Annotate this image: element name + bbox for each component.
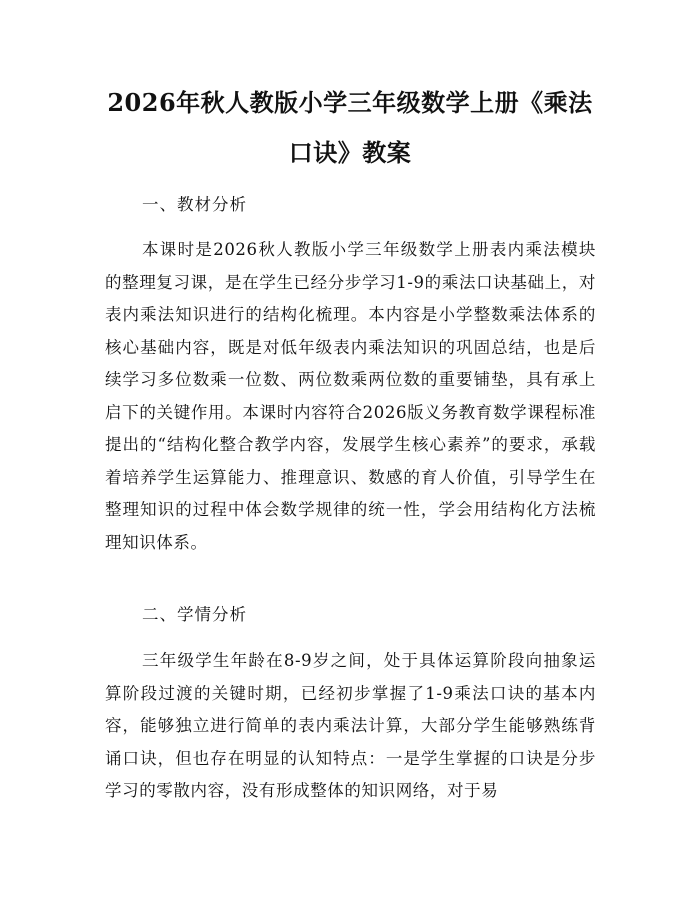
section-heading-student-analysis: 二、学情分析 <box>142 605 247 624</box>
section-paragraph-textbook-analysis: 本课时是2026秋人教版小学三年级数学上册表内乘法模块的整理复习课，是在学生已经分步学习1-9的乘法口诀基础上，对表内乘法知识进行的结构化梳理。本内容是小学整数乘法体系的核心基础内容，既是对低年级表内乘法知识的巩固总结，也是后续学习多位数乘一位数、两位数乘两位数的重要铺垫，具有承上启下的关键作用。本课时内容符合2026版义务教育数学课程标准提出的“结构化整合教学内容，发展学生核心素养”的要求，承载着培养学生运算能力、推理意识、数感的育人价值，引导学生在整理知识的过程中体会数学规律的统一性，学会用结构化方法梳理知识体系。 <box>105 240 596 552</box>
section-heading-textbook-analysis: 一、教材分析 <box>142 195 247 214</box>
section-paragraph-student-analysis: 三年级学生年龄在8-9岁之间，处于具体运算阶段向抽象运算阶段过渡的关键时期，已经初步掌握了1-9乘法口诀的基本内容，能够独立进行简单的表内乘法计算，大部分学生能够熟练背诵口诀，但也存在明显的认知特点：一是学生掌握的口诀是分步学习的零散内容，没有形成整体的知识网络，对于易 <box>105 651 596 800</box>
document-title: 2026年秋人教版小学三年级数学上册《乘法口诀》教案 <box>107 88 593 167</box>
